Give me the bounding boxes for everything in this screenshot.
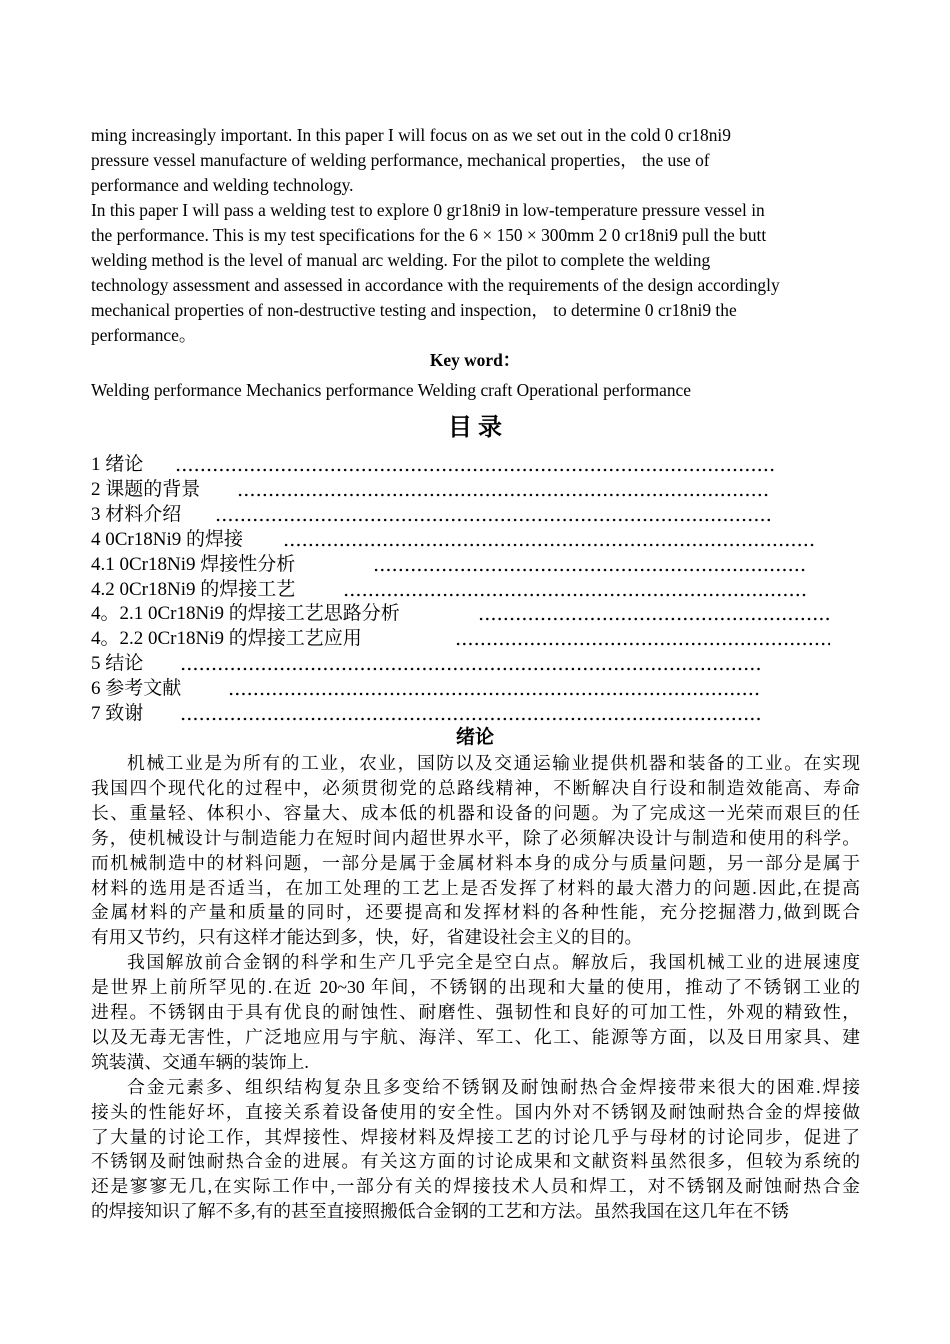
toc-leader-dots bbox=[180, 717, 760, 721]
keyword-heading: Key word： bbox=[429, 350, 521, 370]
toc-item-label[interactable]: 7 致谢 bbox=[91, 703, 144, 724]
toc-leader-dots bbox=[343, 593, 808, 597]
paragraph-line: 进程。不锈钢由于具有优良的耐蚀性、耐磨性、强韧性和良好的可加工性，外观的精致性， bbox=[91, 1002, 860, 1022]
toc-item-label[interactable]: 4 0Cr18Ni9 的焊接 bbox=[91, 529, 244, 550]
paragraph-line: 而机械制造中的材料问题，一部分是属于金属材料本身的成分与质量问题，另一部分是属于 bbox=[91, 852, 860, 873]
paragraph-line: 长、重量轻、体积小、容量大、成本低的机器和设备的问题。为了完成这一光荣而艰巨的任 bbox=[91, 802, 860, 823]
toc-leader-dots bbox=[283, 543, 815, 547]
toc-item-label[interactable]: 4.1 0Cr18Ni9 焊接性分析 bbox=[91, 554, 296, 575]
paragraph-line: 接头的性能好坏，直接关系着设备使用的安全性。国内外对不锈钢及耐蚀耐热合金的焊接做 bbox=[91, 1101, 860, 1122]
abstract-line: ming increasingly important. In this paper I will focus on as we set out in the cold 0 cr18ni9 bbox=[91, 125, 731, 145]
abstract-line: performance and welding technology. bbox=[91, 175, 354, 195]
toc-item-label[interactable]: 4。2.1 0Cr18Ni9 的焊接工艺思路分析 bbox=[91, 603, 400, 624]
paragraph-line: 金属材料的产量和质量的同时，还要提高和发挥材料的各种性能，充分挖掘潜力,做到既合 bbox=[91, 902, 860, 923]
toc-leader-dots bbox=[455, 642, 830, 646]
paragraph-line: 以及无毒无害性，广泛地应用与宇航、海洋、军工、化工、能源等方面，以及日用家具、建 bbox=[91, 1026, 860, 1047]
intro-title: 绪论 bbox=[455, 727, 494, 748]
abstract-line: welding method is the level of manual arc welding. For the pilot to complete the welding bbox=[91, 250, 711, 270]
paragraph-line: 筑装潢、交通车辆的装饰上. bbox=[91, 1051, 309, 1072]
paragraph-line: 我国解放前合金钢的科学和生产几乎完全是空白点。解放后，我国机械工业的进展速度 bbox=[127, 952, 860, 973]
toc-leader-dots bbox=[215, 518, 770, 522]
paragraph-line: 的焊接知识了解不多,有的甚至直接照搬低合金钢的工艺和方法。虽然我国在这几年在不锈 bbox=[91, 1201, 789, 1222]
toc-item-label[interactable]: 4.2 0Cr18Ni9 的焊接工艺 bbox=[91, 579, 296, 600]
paragraph-line: 有用又节约，只有这样才能达到多，快，好，省建设社会主义的目的。 bbox=[91, 927, 643, 948]
paragraph-line: 不锈钢及耐蚀耐热合金的进展。有关这方面的讨论成果和文献资料虽然很多，但较为系统的 bbox=[91, 1151, 860, 1172]
toc-item-label[interactable]: 1 绪论 bbox=[91, 454, 144, 475]
toc-leader-dots bbox=[180, 667, 760, 671]
paragraph-line: 我国四个现代化的过程中，必须贯彻党的总路线精神，不断解决自行设和制造效能高、寿命 bbox=[91, 777, 860, 798]
paragraph-line: 了大量的讨论工作，其焊接性、焊接材料及焊接工艺的讨论几乎与母材的讨论同步，促进了 bbox=[91, 1126, 860, 1147]
keywords: Welding performance Mechanics performance Welding craft Operational performance bbox=[91, 380, 691, 400]
toc-item-label[interactable]: 3 材料介绍 bbox=[91, 504, 182, 525]
abstract-line: performance。 bbox=[91, 325, 197, 345]
abstract-line: the performance. This is my test specifications for the 6 × 150 × 300mm 2 0 cr18ni9 pull the butt bbox=[91, 225, 767, 245]
toc-leader-dots bbox=[237, 493, 770, 497]
toc-item-label[interactable]: 6 参考文献 bbox=[91, 678, 182, 699]
paragraph-line: 是世界上前所罕见的.在近 20~30 年间，不锈钢的出现和大量的使用，推动了不锈钢工业的 bbox=[91, 977, 860, 998]
toc-leader-dots bbox=[228, 692, 760, 696]
paragraph-line: 还是寥寥无几,在实际工作中,一部分有关的焊接技术人员和焊工，对不锈钢及耐蚀耐热合金 bbox=[91, 1176, 860, 1197]
abstract-line: mechanical properties of non-destructive testing and inspection， to determine 0 cr18ni9 the bbox=[91, 300, 737, 320]
toc-leader-dots bbox=[478, 617, 830, 621]
abstract-line: pressure vessel manufacture of welding performance, mechanical properties， the use of bbox=[91, 150, 710, 170]
toc-item-label[interactable]: 5 结论 bbox=[91, 653, 144, 674]
toc-title: 目 录 bbox=[448, 415, 502, 441]
abstract-line: In this paper I will pass a welding test to explore 0 gr18ni9 in low-temperature pressure vessel in bbox=[91, 200, 765, 220]
paragraph-line: 材料的选用是否适当，在加工处理的工艺上是否发挥了材料的最大潜力的问题.因此,在提高 bbox=[91, 877, 860, 898]
paragraph-line: 机械工业是为所有的工业，农业，国防以及交通运输业提供机器和装备的工业。在实现 bbox=[127, 753, 860, 773]
paragraph-line: 务，使机械设计与制造能力在短时间内超世界水平，除了必须解决设计与制造和使用的科学。 bbox=[91, 827, 860, 848]
toc-leader-dots bbox=[373, 568, 808, 572]
paragraph-line: 合金元素多、组织结构复杂且多变给不锈钢及耐蚀耐热合金焊接带来很大的困难.焊接 bbox=[127, 1076, 860, 1097]
abstract-line: technology assessment and assessed in accordance with the requirements of the design accordingly bbox=[91, 275, 780, 295]
toc-item-label[interactable]: 4。2.2 0Cr18Ni9 的焊接工艺应用 bbox=[91, 628, 362, 649]
toc-leader-dots bbox=[175, 468, 775, 472]
toc-item-label[interactable]: 2 课题的背景 bbox=[91, 479, 201, 500]
